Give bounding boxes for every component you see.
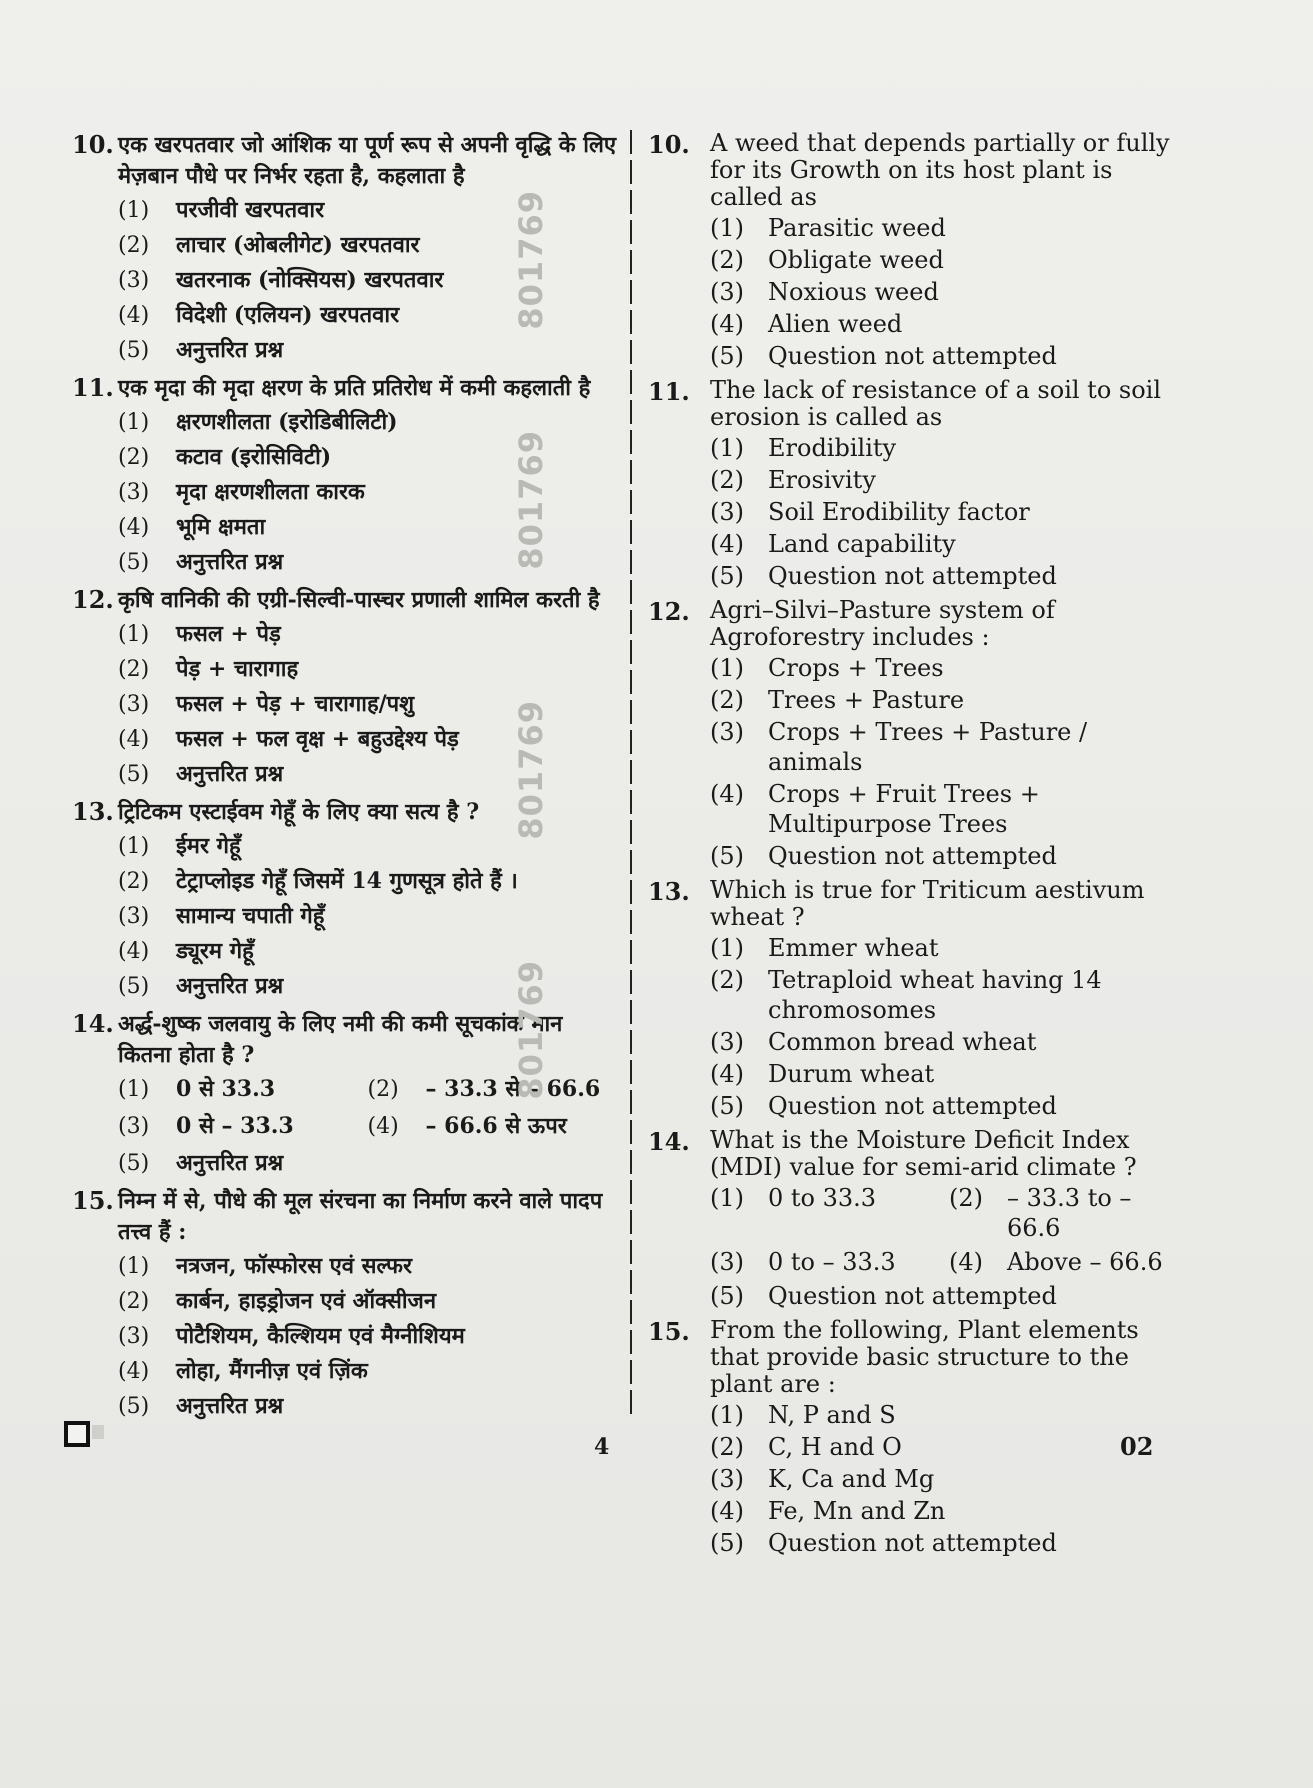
option-item (118, 1250, 617, 1283)
option-row (118, 1108, 617, 1145)
question-number: 10. (72, 130, 114, 159)
option-text: Question not attempted (768, 1092, 1057, 1120)
option-text: भूमि क्षमता (176, 514, 266, 540)
option-item (710, 1528, 1188, 1558)
options-list (710, 1181, 1188, 1311)
option-text: अनुत्तरित प्रश्न (176, 549, 284, 575)
option-text: Emmer wheat (768, 934, 939, 962)
option-item (710, 433, 1188, 463)
option-text: Question not attempted (768, 1529, 1057, 1557)
option-number: (5) (710, 1092, 744, 1120)
question-header (72, 1186, 617, 1248)
option-number: (1) (710, 1401, 744, 1429)
option-text: Question not attempted (768, 1282, 1057, 1310)
option-number: (5) (118, 762, 150, 787)
option-number: (3) (710, 1248, 744, 1276)
question-text: Which is true for Triticum aestivum wheat ? (710, 876, 1145, 931)
option-item (710, 933, 1188, 963)
option-number: (2) (710, 1433, 744, 1461)
option-item (710, 779, 1188, 839)
option-text: टेट्राप्लोइड गेहूँ जिसमें 14 गुणसूत्र होते हैं । (176, 868, 518, 894)
option-number: (4) (118, 727, 150, 752)
option-text: 0 to – 33.3 (768, 1248, 896, 1276)
question-block (648, 130, 1188, 371)
question-text: अर्द्ध-शुष्क जलवायु के लिए नमी की कमी सूचकांक मान कितना होता है ? (118, 1011, 563, 1068)
option-number: (5) (710, 842, 744, 870)
question-number: 10. (648, 130, 690, 159)
option-text: फसल + फल वृक्ष + बहुउद्देश्य पेड़ (176, 726, 459, 752)
option-number: (4) (710, 780, 744, 808)
option-text: Question not attempted (768, 562, 1057, 590)
option-text: Tetraploid wheat having 14 chromosomes (768, 966, 1102, 1024)
question-text: Agri–Silvi–Pasture system of Agroforestry includes : (710, 596, 1055, 651)
option-text: Crops + Fruit Trees + Multipurpose Trees (768, 780, 1040, 838)
question-header (648, 1317, 1188, 1398)
option-number: (1) (710, 1184, 744, 1212)
option-text: Question not attempted (768, 342, 1057, 370)
option-item (118, 900, 617, 933)
serial-watermark: 801769 (512, 700, 550, 840)
option-number: (1) (710, 434, 744, 462)
question-text: निम्न में से, पौधे की मूल संरचना का निर्माण करने वाले पादप तत्त्व हैं : (118, 1188, 603, 1245)
option-number: (4) (710, 1060, 744, 1088)
question-header (648, 377, 1188, 431)
option-number: (2) (710, 246, 744, 274)
option-text: कटाव (इरोसिविटी) (176, 444, 332, 470)
option-text: अनुत्तरित प्रश्न (176, 973, 284, 999)
option-number: (5) (710, 1282, 744, 1310)
option-text: पोटैशियम, कैल्शियम एवं मैग्नीशियम (176, 1323, 465, 1349)
option-text: K, Ca and Mg (768, 1465, 935, 1493)
option-text: विदेशी (एलियन) खरपतवार (176, 302, 400, 328)
option-number: (3) (118, 1114, 150, 1139)
option-number: (4) (118, 303, 150, 328)
option-number: (4) (710, 530, 744, 558)
option-text: सामान्य चपाती गेहूँ (176, 903, 325, 929)
option-number: (1) (118, 622, 150, 647)
option-item (368, 1110, 618, 1143)
option-number: (4) (949, 1248, 983, 1276)
option-item (118, 1110, 368, 1143)
option-text: Crops + Trees (768, 654, 944, 682)
option-item (710, 653, 1188, 683)
option-item (949, 1247, 1188, 1277)
question-text: एक खरपतवार जो आंशिक या पूर्ण रूप से अपनी वृद्धि के लिए मेज़बान पौधे पर निर्भर रहता है, कहलाता है (118, 132, 617, 189)
option-number: (3) (118, 692, 150, 717)
option-number: (3) (710, 718, 744, 746)
question-block (648, 377, 1188, 591)
option-number: (4) (710, 310, 744, 338)
booklet-code: 02 (1120, 1432, 1154, 1461)
options-list (710, 213, 1188, 371)
option-item (118, 1285, 617, 1318)
option-text: Durum wheat (768, 1060, 935, 1088)
option-number: (1) (118, 834, 150, 859)
serial-watermark: 801769 (512, 430, 550, 570)
option-number: (2) (710, 686, 744, 714)
option-item (710, 529, 1188, 559)
option-number: (2) (367, 1077, 399, 1102)
option-text: Common bread wheat (768, 1028, 1037, 1056)
option-number: (4) (367, 1114, 399, 1139)
option-text: नत्रजन, फॉस्फोरस एवं सल्फर (176, 1253, 412, 1279)
option-text: 0 से – 33.3 (176, 1113, 294, 1139)
option-item (118, 618, 617, 651)
question-number: 12. (72, 585, 114, 614)
option-number: (3) (118, 1324, 150, 1349)
option-number: (1) (118, 198, 150, 223)
option-number: (2) (118, 445, 150, 470)
option-text: Above – 66.6 (1007, 1248, 1163, 1276)
question-number: 14. (72, 1009, 114, 1038)
option-text: Land capability (768, 530, 956, 558)
option-number: (4) (118, 515, 150, 540)
option-number: (5) (118, 1394, 150, 1419)
question-number: 11. (72, 373, 114, 402)
option-number: (4) (118, 939, 150, 964)
option-text: अनुत्तरित प्रश्न (176, 1393, 284, 1419)
option-text: फसल + पेड़ + चारागाह/पशु (176, 691, 415, 717)
option-text: Obligate weed (768, 246, 944, 274)
option-text: खतरनाक (नोक्सियस) खरपतवार (176, 267, 444, 293)
question-number: 15. (72, 1186, 114, 1215)
option-text: लोहा, मैंगनीज़ एवं ज़िंक (176, 1358, 368, 1384)
option-text: फसल + पेड़ (176, 621, 281, 647)
option-number: (3) (118, 268, 150, 293)
option-item (710, 1432, 1188, 1462)
question-header (648, 1127, 1188, 1181)
option-item (118, 1320, 617, 1353)
question-block (648, 877, 1188, 1121)
option-item (710, 245, 1188, 275)
option-text: N, P and S (768, 1401, 896, 1429)
option-number: (3) (118, 480, 150, 505)
option-item (710, 1247, 949, 1277)
option-item (710, 1281, 1188, 1311)
option-number: (1) (118, 410, 150, 435)
question-block (648, 1317, 1188, 1558)
option-text: 0 to 33.3 (768, 1184, 877, 1212)
option-item (949, 1183, 1188, 1243)
option-item (710, 1183, 949, 1243)
option-item (710, 965, 1188, 1025)
question-header (72, 130, 617, 192)
option-text: ड्यूरम गेहूँ (176, 938, 254, 964)
option-row (710, 1245, 1188, 1279)
corner-mark (64, 1421, 90, 1447)
option-number: (2) (118, 657, 150, 682)
option-number: (2) (949, 1184, 983, 1212)
option-number: (1) (118, 1254, 150, 1279)
option-item (118, 1147, 617, 1180)
question-header (648, 130, 1188, 211)
option-text: Alien weed (768, 310, 903, 338)
english-column (648, 130, 1188, 1564)
option-number: (3) (710, 278, 744, 306)
option-text: ईमर गेहूँ (176, 833, 241, 859)
question-number: 14. (648, 1127, 690, 1156)
question-text: ट्रिटिकम एस्टाईवम गेहूँ के लिए क्या सत्य है ? (118, 799, 480, 825)
option-text: C, H and O (768, 1433, 902, 1461)
option-number: (2) (118, 1289, 150, 1314)
question-header (648, 877, 1188, 931)
option-text: अनुत्तरित प्रश्न (176, 337, 284, 363)
option-text: लाचार (ओबलीगेट) खरपतवार (176, 232, 420, 258)
option-text: Question not attempted (768, 842, 1057, 870)
option-text: – 66.6 से ऊपर (425, 1113, 567, 1139)
option-number: (5) (710, 562, 744, 590)
option-number: (5) (118, 338, 150, 363)
options-list (710, 933, 1188, 1121)
page-number: 4 (594, 1434, 610, 1460)
corner-mark (92, 1425, 104, 1439)
question-text: From the following, Plant elements that provide basic structure to the plant are : (710, 1316, 1139, 1398)
question-text: A weed that depends partially or fully for its Growth on its host plant is called as (710, 129, 1170, 211)
option-number: (5) (710, 1529, 744, 1557)
option-item (710, 685, 1188, 715)
option-number: (5) (118, 550, 150, 575)
option-number: (4) (118, 1359, 150, 1384)
option-text: मृदा क्षरणशीलता कारक (176, 479, 365, 505)
option-item (710, 497, 1188, 527)
option-item (118, 1390, 617, 1423)
option-item (710, 309, 1188, 339)
option-number: (5) (118, 1151, 150, 1176)
question-block (648, 597, 1188, 871)
question-header (72, 373, 617, 404)
option-number: (2) (118, 233, 150, 258)
option-text: Erodibility (768, 434, 897, 462)
option-number: (1) (118, 1077, 150, 1102)
option-number: (2) (710, 966, 744, 994)
question-number: 13. (648, 877, 690, 906)
options-list (710, 653, 1188, 871)
option-text: Crops + Trees + Pasture / animals (768, 718, 1088, 776)
options-list (710, 1400, 1188, 1558)
question-number: 15. (648, 1317, 690, 1346)
option-item (368, 1073, 618, 1106)
option-item (118, 334, 617, 367)
serial-watermark: 801769 (512, 190, 550, 330)
question-number: 12. (648, 597, 690, 626)
option-number: (3) (118, 904, 150, 929)
option-text: Fe, Mn and Zn (768, 1497, 946, 1525)
question-text: The lack of resistance of a soil to soil erosion is called as (710, 376, 1162, 431)
option-item (710, 1091, 1188, 1121)
option-item (118, 1073, 368, 1106)
option-text: – 33.3 to – 66.6 (1007, 1184, 1132, 1242)
option-number: (5) (118, 974, 150, 999)
option-text: अनुत्तरित प्रश्न (176, 761, 284, 787)
option-item (118, 1355, 617, 1388)
option-text: Trees + Pasture (768, 686, 965, 714)
option-number: (4) (710, 1497, 744, 1525)
option-text: क्षरणशीलता (इरोडिबीलिटी) (176, 409, 398, 435)
option-text: 0 से 33.3 (176, 1076, 276, 1102)
option-item (710, 717, 1188, 777)
question-text: एक मृदा की मृदा क्षरण के प्रति प्रतिरोध में कमी कहलाती है (118, 375, 591, 401)
option-text: Soil Erodibility factor (768, 498, 1030, 526)
option-item (710, 1496, 1188, 1526)
question-header (72, 585, 617, 616)
option-number: (1) (710, 214, 744, 242)
options-list (710, 433, 1188, 591)
option-item (118, 653, 617, 686)
option-item (710, 561, 1188, 591)
question-header (648, 597, 1188, 651)
option-item (118, 865, 617, 898)
option-item (710, 1464, 1188, 1494)
option-number: (2) (710, 466, 744, 494)
option-number: (1) (710, 654, 744, 682)
option-row (710, 1181, 1188, 1245)
option-item (710, 1059, 1188, 1089)
option-text: Noxious weed (768, 278, 939, 306)
question-number: 13. (72, 797, 114, 826)
question-block (648, 1127, 1188, 1311)
option-number: (3) (710, 498, 744, 526)
question-text: What is the Moisture Deficit Index (MDI) value for semi-arid climate ? (710, 1126, 1137, 1181)
option-text: Parasitic weed (768, 214, 946, 242)
option-text: – 33.3 से – 66.6 (425, 1076, 601, 1102)
question-number: 11. (648, 377, 690, 406)
option-item (710, 1400, 1188, 1430)
option-text: अनुत्तरित प्रश्न (176, 1150, 284, 1176)
serial-watermark: 801769 (512, 960, 550, 1100)
question-block (72, 1186, 617, 1423)
option-item (710, 1027, 1188, 1057)
question-text: कृषि वानिकी की एग्री-सिल्वी-पास्चर प्रणाली शामिल करती है (118, 587, 600, 613)
option-item (710, 213, 1188, 243)
option-text: कार्बन, हाइड्रोजन एवं ऑक्सीजन (176, 1288, 437, 1314)
option-number: (2) (118, 869, 150, 894)
option-number: (5) (710, 342, 744, 370)
option-item (710, 841, 1188, 871)
option-text: पेड़ + चारागाह (176, 656, 299, 682)
option-text: परजीवी खरपतवार (176, 197, 325, 223)
column-divider (630, 130, 632, 1420)
option-text: Erosivity (768, 466, 876, 494)
option-number: (3) (710, 1465, 744, 1493)
option-item (710, 277, 1188, 307)
options-list (118, 1250, 617, 1423)
option-item (710, 341, 1188, 371)
option-number: (1) (710, 934, 744, 962)
option-number: (3) (710, 1028, 744, 1056)
option-item (710, 465, 1188, 495)
